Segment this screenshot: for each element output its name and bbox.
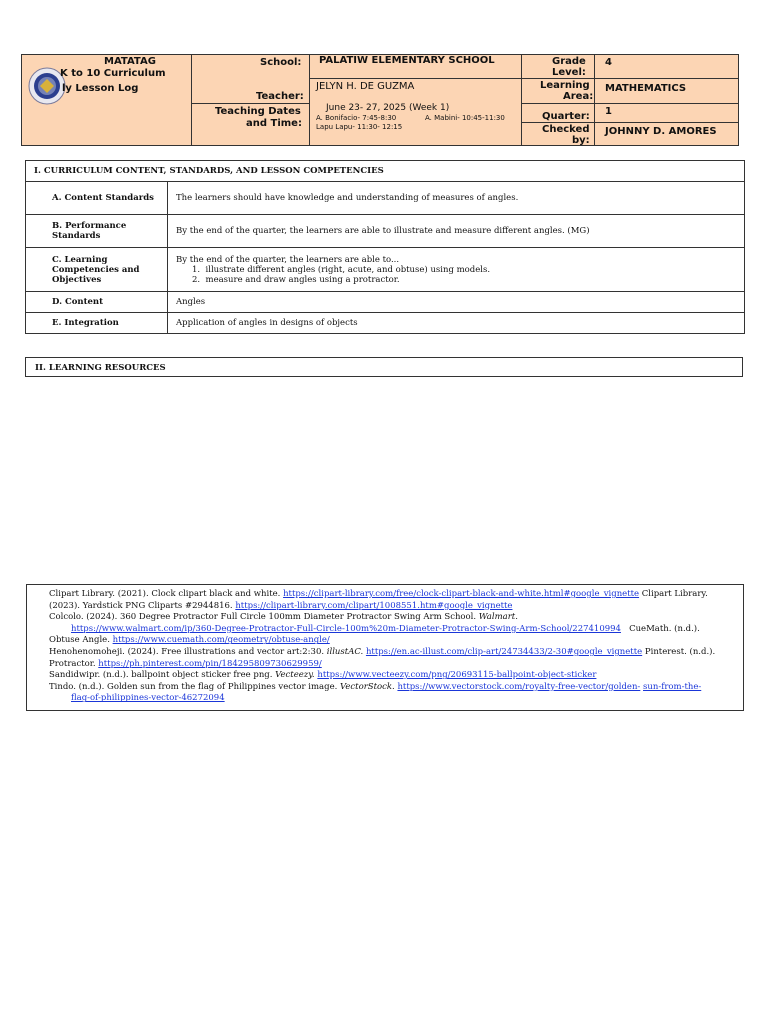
school-label: School: xyxy=(260,57,302,68)
reference-link[interactable]: https://www.vectorstock.com/royalty-free-vector/golden- xyxy=(397,681,641,692)
school-value: PALATIW ELEMENTARY SCHOOL xyxy=(319,55,495,66)
checked-by-label: Checked xyxy=(542,124,590,135)
reference-item: Clipart Library. (2021). Clock clipart black and white. https://clipart-library.com/free/clock-clipart-black-and-white.html#google_vignette Clipart Library. (2023). Yardstick PNG Cliparts #2944816. https://clipart-library.com/clipart/1008551.htm#google_vignette xyxy=(49,589,708,611)
curriculum-subtitle: K to 10 Curriculum xyxy=(60,68,166,79)
lesson-log-header xyxy=(21,54,739,146)
reference-link[interactable]: https://www.cuemath.com/geometry/obtuse-angle/ xyxy=(112,635,330,646)
row-content xyxy=(168,248,745,292)
grade-label-2: Level: xyxy=(552,67,586,78)
quarter-value: 1 xyxy=(605,106,612,117)
row-label: C. Learning Competencies and Objectives xyxy=(26,248,168,292)
reference-link[interactable]: https://ph.pinterest.com/pin/184295809730629959/ xyxy=(98,658,322,669)
curriculum-title: MATATAG xyxy=(104,56,156,67)
teaching-dates-value: June 23- 27, 2025 (Week 1) xyxy=(326,103,450,113)
schedule-bonifacio: A. Bonifacio- 7:45-8:30 xyxy=(316,114,397,122)
grade-value: 4 xyxy=(605,57,612,68)
table-row xyxy=(26,292,745,313)
objectives-intro: By the end of the quarter, the learners are able to... xyxy=(176,254,400,265)
teacher-label: Teacher: xyxy=(256,91,304,102)
reference-item: Obtuse Angle. https://www.cuemath.com/geometry/obtuse-angle/ xyxy=(49,635,330,646)
table-row xyxy=(26,182,745,215)
table-row xyxy=(26,313,745,334)
learning-area-value: MATHEMATICS xyxy=(605,83,687,94)
reference-item: Protractor. https://ph.pinterest.com/pin/184295809730629959/ xyxy=(49,658,322,669)
reference-link[interactable]: flag-of-philippines-vector-46272094 xyxy=(71,693,225,704)
objective-item: 2. measure and draw angles using a protractor. xyxy=(192,274,400,285)
reference-link[interactable]: https://clipart-library.com/free/clock-clipart-black-and-white.html#google_vignette xyxy=(283,589,640,599)
reference-item: Henohenomoheji. (2024). Free illustrations and vector art:2:30. illustAC. https://en.ac-illust.com/clip-art/24734433/2-30#google_vignette Pinterest. (n.d.). xyxy=(49,646,716,657)
reference-item: Sandidwipr. (n.d.). ballpoint object sticker free png. Vecteezy. https://www.vecteezy.com/png/20693115-ballpoint-object-sticker xyxy=(49,670,597,681)
checked-by-label-2: by: xyxy=(572,135,590,146)
row-label: E. Integration xyxy=(26,313,168,334)
learning-area-label: Learning xyxy=(540,80,590,91)
row-label: A. Content Standards xyxy=(26,182,168,215)
lesson-log-title: ly Lesson Log xyxy=(62,83,139,94)
reference-item: Tindo. (n.d.). Golden sun from the flag of Philippines vector image. VectorStock. https://www.vectorstock.com/royalty-free-vector/golden- sun-from-the- xyxy=(49,681,702,692)
learning-area-label-2: Area: xyxy=(563,91,594,102)
reference-item xyxy=(49,693,735,705)
teaching-dates-label: Teaching Dates xyxy=(215,106,301,117)
row-content: The learners should have knowledge and understanding of measures of angles. xyxy=(168,182,745,215)
section2-title: II. LEARNING RESOURCES xyxy=(25,357,743,377)
section1-title: I. CURRICULUM CONTENT, STANDARDS, AND LESSON COMPETENCIES xyxy=(26,161,745,182)
schedule-lapulapu: Lapu Lapu- 11:30- 12:15 xyxy=(316,123,403,131)
checked-by-value: JOHNNY D. AMORES xyxy=(605,126,717,137)
reference-link[interactable]: https://www.vecteezy.com/png/20693115-ballpoint-object-sticker xyxy=(317,670,597,681)
row-content: Angles xyxy=(168,292,745,313)
teacher-value: JELYN H. DE GUZMA xyxy=(316,81,415,92)
reference-link[interactable]: https://www.walmart.com/ip/360-Degree-Protractor-Full-Circle-100m%20m-Diameter-Protractor-Swing-Arm-School/227410994 xyxy=(71,623,621,634)
grade-label: Grade xyxy=(552,56,586,67)
references-box xyxy=(26,584,744,711)
objective-item: 1. illustrate different angles (right, acute, and obtuse) using models. xyxy=(192,264,491,275)
row-label: B. Performance Standards xyxy=(26,215,168,248)
table-row xyxy=(26,215,745,248)
row-label: D. Content xyxy=(26,292,168,313)
teaching-time-label: and Time: xyxy=(246,118,302,129)
row-content: By the end of the quarter, the learners are able to illustrate and measure different angles. (MG) xyxy=(168,215,745,248)
reference-link[interactable]: https://clipart-library.com/clipart/1008551.htm#google_vignette xyxy=(235,600,513,611)
table-row xyxy=(26,248,745,292)
row-content: Application of angles in designs of objects xyxy=(168,313,745,334)
quarter-label: Quarter: xyxy=(542,111,590,122)
curriculum-table xyxy=(25,160,745,334)
reference-link[interactable]: https://en.ac-illust.com/clip-art/24734433/2-30#google_vignette xyxy=(365,646,643,657)
reference-item: https://www.walmart.com/ip/360-Degree-Protractor-Full-Circle-100m%20m-Diameter-Protractor-Swing-Arm-School/227410994 CueMath. (n.d.). xyxy=(71,623,700,634)
reference-item: Colcolo. (2024). 360 Degree Protractor Full Circle 100mm Diameter Protractor Swing Arm School. Walmart. xyxy=(49,612,518,623)
reference-link[interactable]: sun-from-the- xyxy=(643,681,702,692)
schedule-mabini: A. Mabini- 10:45-11:30 xyxy=(425,114,505,122)
